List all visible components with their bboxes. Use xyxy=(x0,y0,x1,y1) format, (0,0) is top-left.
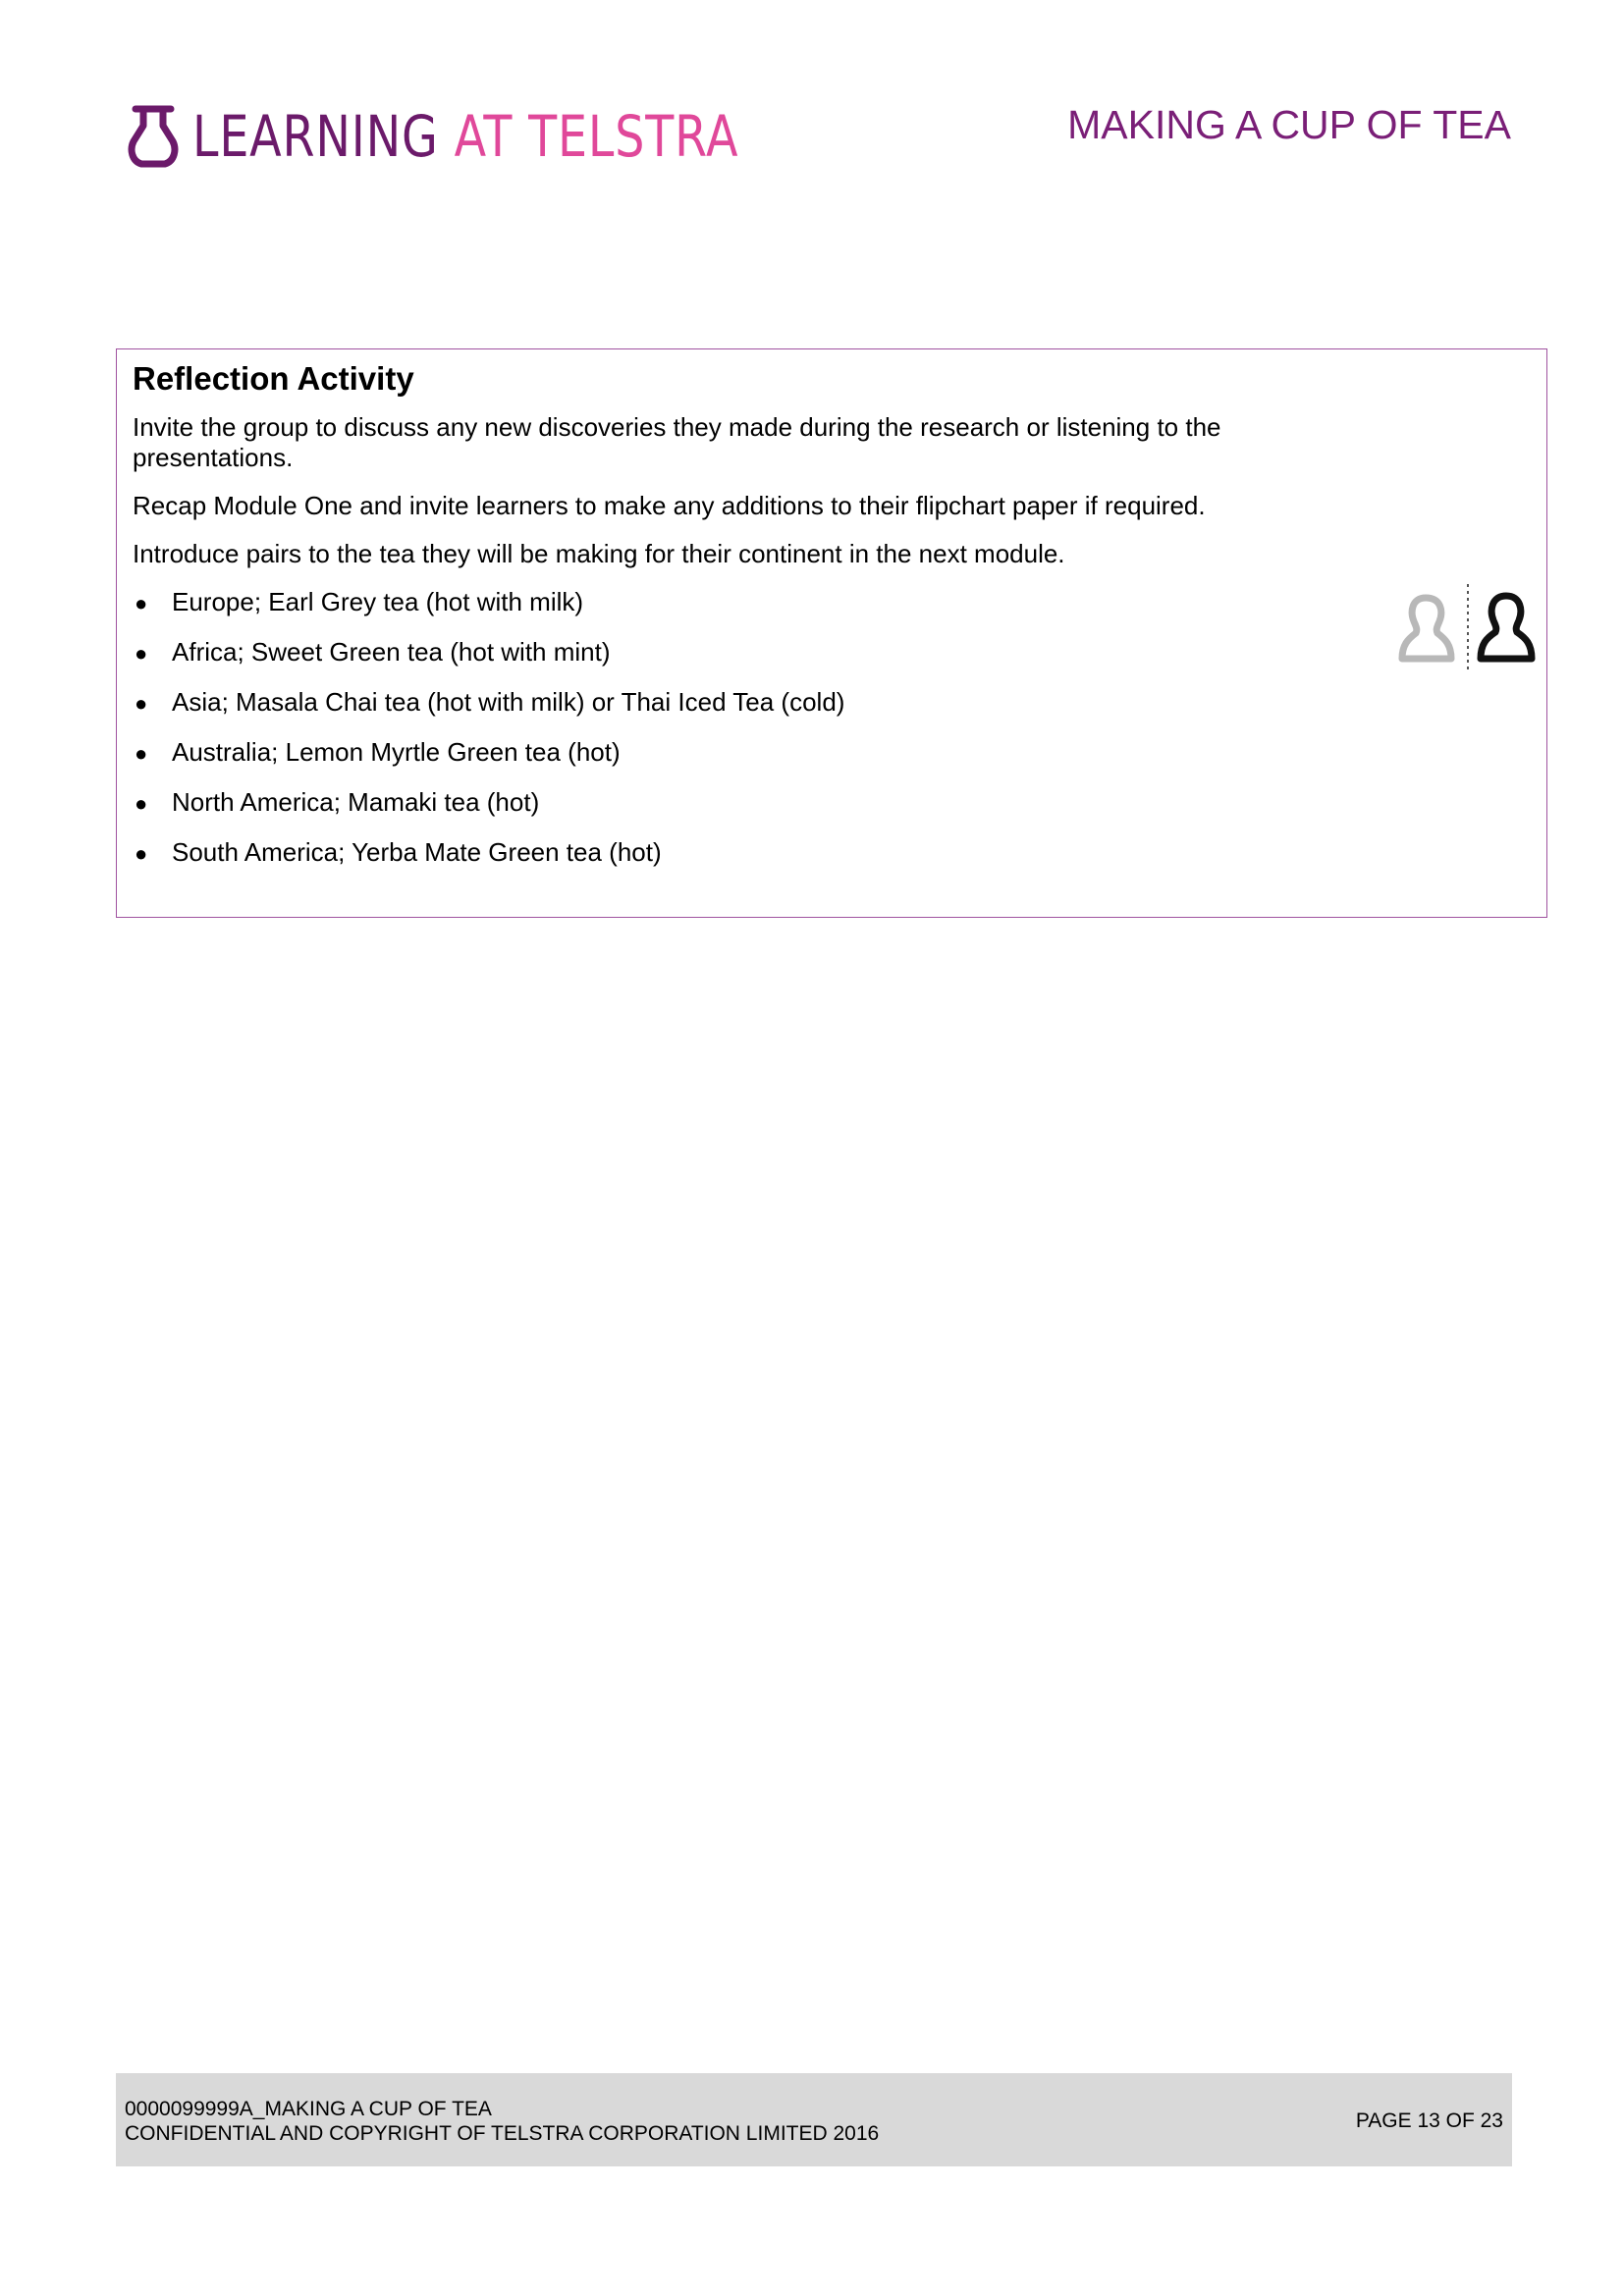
activity-content xyxy=(133,359,1350,887)
bullet-icon: ● xyxy=(135,841,148,866)
activity-paragraph: Recap Module One and invite learners to make any additions to their flipchart paper if required. xyxy=(133,491,1206,520)
list-item xyxy=(133,687,1350,719)
bullet-icon: ● xyxy=(135,691,148,716)
bullet-icon: ● xyxy=(135,591,148,615)
learning-flask-icon xyxy=(128,104,179,169)
bullet-icon: ● xyxy=(135,741,148,766)
footer-copyright: CONFIDENTIAL AND COPYRIGHT OF TELSTRA CORPORATION LIMITED 2016 xyxy=(125,2122,880,2145)
logo-word-learning: LEARNING xyxy=(192,103,439,170)
list-item xyxy=(133,787,1350,819)
list-item xyxy=(133,587,1350,618)
page-number: PAGE 13 OF 23 xyxy=(1355,2109,1503,2132)
tea-list xyxy=(133,587,1350,869)
list-item xyxy=(133,737,1350,769)
list-item-text: Africa; Sweet Green tea (hot with mint) xyxy=(172,637,611,667)
footer-doc-code: 0000099999A_MAKING A CUP OF TEA xyxy=(125,2098,492,2120)
list-item-text: Asia; Masala Chai tea (hot with milk) or Thai Iced Tea (cold) xyxy=(172,687,845,717)
activity-paragraph: Introduce pairs to the tea they will be making for their continent in the next module. xyxy=(133,539,1065,568)
logo-word-at-telstra: AT TELSTRA xyxy=(454,103,739,170)
activity-heading: Reflection Activity xyxy=(133,360,414,397)
footer-left xyxy=(125,2097,879,2146)
list-item-text: Europe; Earl Grey tea (hot with milk) xyxy=(172,587,584,616)
list-item-text: North America; Mamaki tea (hot) xyxy=(172,787,540,817)
bullet-icon: ● xyxy=(135,791,148,816)
pair-work-icon xyxy=(1396,582,1539,675)
list-item xyxy=(133,637,1350,668)
document-title: MAKING A CUP OF TEA xyxy=(1067,102,1511,147)
page-footer xyxy=(116,2073,1512,2166)
reflection-activity-box xyxy=(116,348,1547,918)
list-item-text: South America; Yerba Mate Green tea (hot) xyxy=(172,837,662,867)
list-item xyxy=(133,837,1350,869)
logo-text xyxy=(192,103,738,170)
activity-paragraph: Invite the group to discuss any new discoveries they made during the research or listening to the presentations. xyxy=(133,412,1221,472)
learning-at-telstra-logo xyxy=(128,103,859,170)
bullet-icon: ● xyxy=(135,641,148,666)
list-item-text: Australia; Lemon Myrtle Green tea (hot) xyxy=(172,737,621,767)
